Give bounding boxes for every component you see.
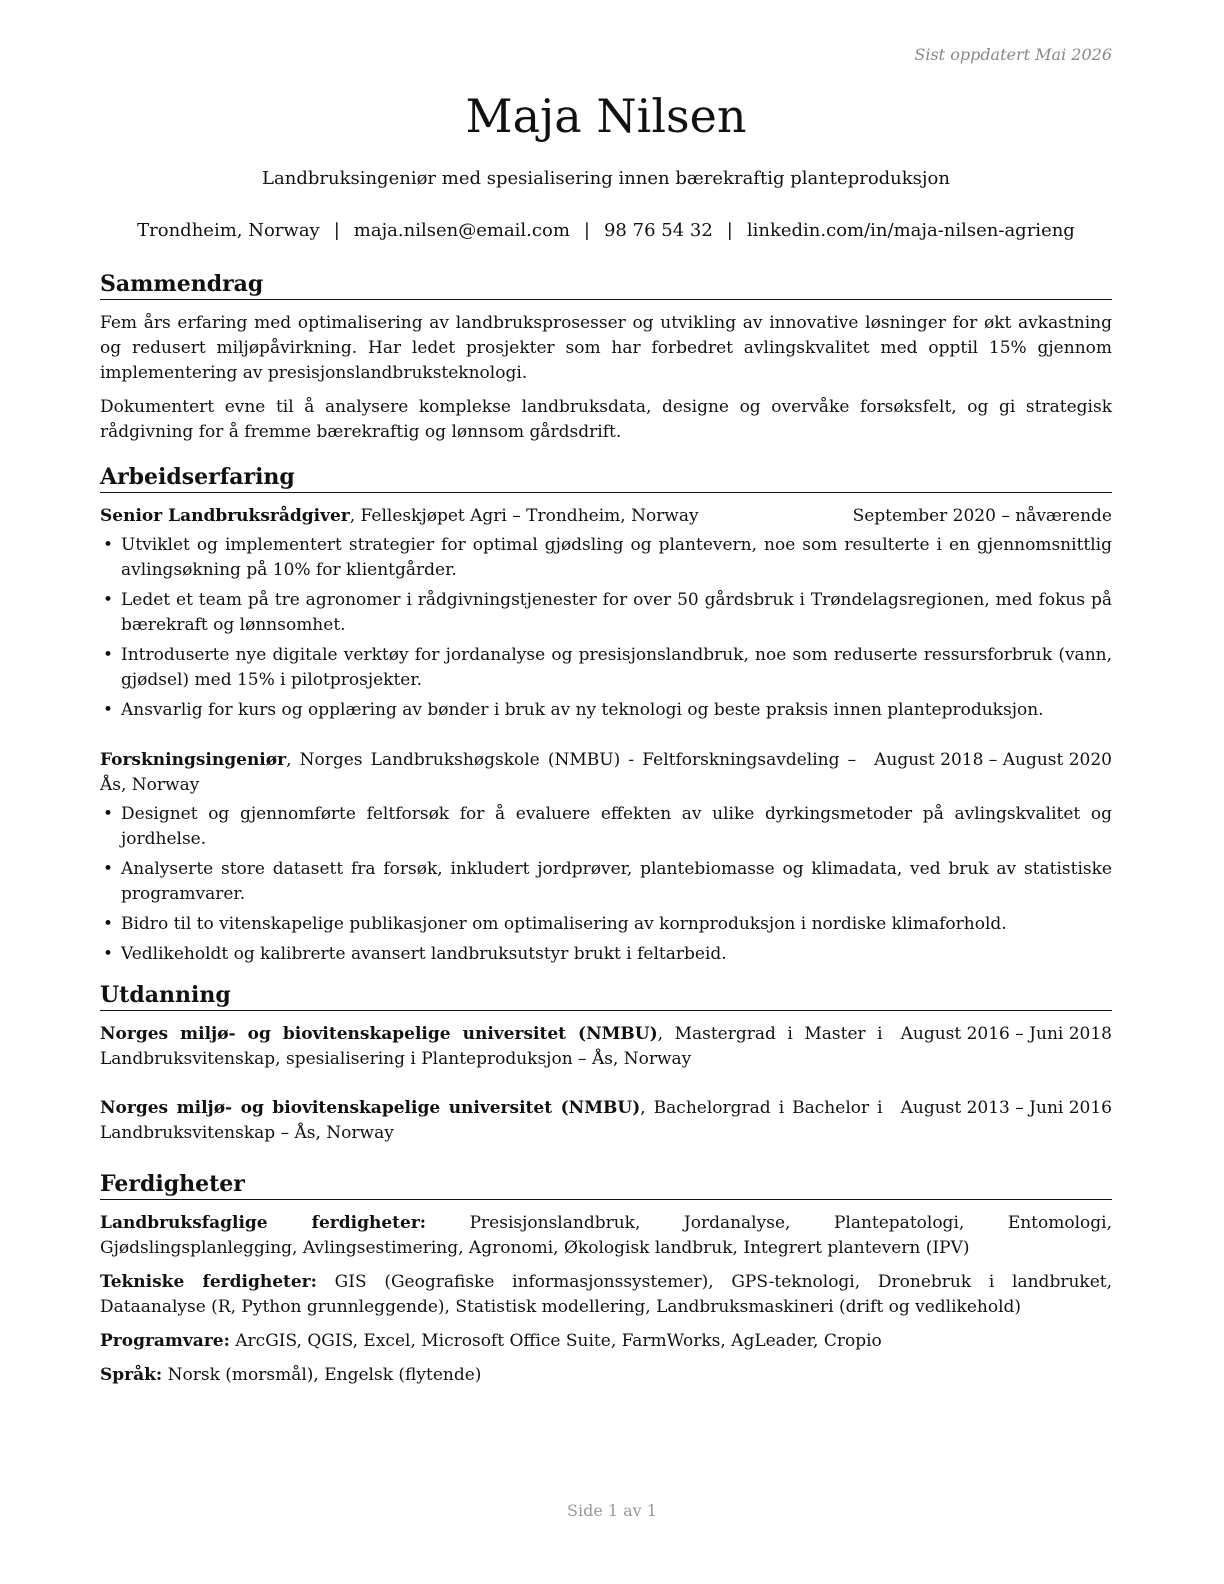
section-title-summary: Sammendrag xyxy=(100,270,1112,300)
skill-line xyxy=(100,1211,1112,1261)
job-org: , Felleskjøpet Agri – Trondheim, Norway xyxy=(349,506,699,526)
skill-line xyxy=(100,1270,1112,1320)
skill-label: Programvare: xyxy=(100,1331,230,1351)
education-detail: , Mastergrad i Master i Landbruksvitenskap, spesialisering i Planteproduksjon – Ås, Norway xyxy=(100,1024,883,1069)
job-header xyxy=(100,748,1112,798)
tagline: Landbruksingeniør med spesialisering innen bærekraftig planteproduksjon xyxy=(262,168,950,189)
job-role: Senior Landbruksrådgiver xyxy=(100,506,350,526)
job-bullets xyxy=(100,802,1112,967)
job-header xyxy=(100,504,1112,529)
job-dates: September 2020 – nåværende xyxy=(852,506,1112,526)
list-item: • Designet og gjennomførte feltforsøk for å evaluere effekten av ulike dyrkingsmetoder på avlingskvalitet og jordhelse. xyxy=(100,802,1112,852)
last-updated: Sist oppdatert Mai 2026 xyxy=(914,45,1112,64)
job-org: , Norges Landbrukshøgskole (NMBU) - Feltforskningsavdeling – Ås, Norway xyxy=(100,750,857,795)
job-entry xyxy=(100,504,1112,723)
education-entry xyxy=(100,1096,1112,1146)
summary-paragraph: Fem års erfaring med optimalisering av landbruksprosesser og utvikling av innovative løsninger for økt avkastning og redusert miljøpåvirkning. Har ledet prosjekter som har forbedret avlingskvalitet med opptil 15% gjennom implementering av presisjonslandbruksteknologi. xyxy=(100,313,1112,383)
list-item: • Ledet et team på tre agronomer i rådgivningstjenester for over 50 gårdsbruk i Trøndelagsregionen, med fokus på bærekraft og lønnsomhet. xyxy=(100,588,1112,638)
skill-line xyxy=(100,1329,1112,1354)
skill-label: Tekniske ferdigheter: xyxy=(100,1272,317,1292)
skill-label: Landbruksfaglige ferdigheter: xyxy=(100,1213,427,1233)
contact-separator: | xyxy=(583,220,590,241)
contact-line xyxy=(100,219,1112,243)
list-item: • Vedlikeholdt og kalibrerte avansert landbruksutstyr brukt i feltarbeid. xyxy=(100,942,1112,967)
summary-paragraph: Dokumentert evne til å analysere komplekse landbruksdata, designe og overvåke forsøksfelt, og gi strategisk rådgivning for å fremme bærekraftig og lønnsom gårdsdrift. xyxy=(100,397,1112,442)
page-number: Side 1 av 1 xyxy=(567,1501,657,1520)
job-bullets xyxy=(100,533,1112,723)
list-item: • Utviklet og implementert strategier for optimal gjødsling og plantevern, noe som resulterte i en gjennomsnittlig avlingsøkning på 10% for klientgårder. xyxy=(100,533,1112,583)
job-role: Forskningsingeniør xyxy=(100,750,287,770)
education-school: Norges miljø- og biovitenskapelige universitet (NMBU) xyxy=(100,1098,641,1118)
job-dates: August 2018 – August 2020 xyxy=(874,750,1112,770)
education-school: Norges miljø- og biovitenskapelige universitet (NMBU) xyxy=(100,1024,658,1044)
contact-separator: | xyxy=(333,220,340,241)
contact-location: Trondheim, Norway xyxy=(137,220,320,241)
skill-value: Norsk (morsmål), Engelsk (flytende) xyxy=(162,1365,482,1385)
contact-linkedin[interactable]: linkedin.com/in/maja-nilsen-agrieng xyxy=(746,220,1075,241)
list-item: • Ansvarlig for kurs og opplæring av bønder i bruk av ny teknologi og beste praksis innen planteproduksjon. xyxy=(100,698,1112,723)
skill-line xyxy=(100,1363,1112,1388)
list-item: • Analyserte store datasett fra forsøk, inkludert jordprøver, plantebiomasse og klimadata, ved bruk av statistiske programvarer. xyxy=(100,857,1112,907)
education-dates: August 2016 – Juni 2018 xyxy=(900,1024,1112,1044)
list-item: • Bidro til to vitenskapelige publikasjoner om optimalisering av kornproduksjon i nordiske klimaforhold. xyxy=(100,912,1112,937)
candidate-name: Maja Nilsen xyxy=(465,89,747,143)
contact-separator: | xyxy=(726,220,733,241)
resume-body xyxy=(100,270,1112,1397)
list-item: • Introduserte nye digitale verktøy for jordanalyse og presisjonslandbruk, noe som reduserte ressursforbruk (vann, gjødsel) med 15% i pilotprosjekter. xyxy=(100,643,1112,693)
education-entry xyxy=(100,1022,1112,1072)
section-title-skills: Ferdigheter xyxy=(100,1170,1112,1200)
skill-value: ArcGIS, QGIS, Excel, Microsoft Office Suite, FarmWorks, AgLeader, Cropio xyxy=(229,1331,882,1351)
section-title-education: Utdanning xyxy=(100,981,1112,1011)
section-title-experience: Arbeidserfaring xyxy=(100,463,1112,493)
skill-value: GIS (Geografiske informasjonssystemer), GPS-teknologi, Dronebruk i landbruket, Dataanalyse (R, Python grunnleggende), Statistisk modellering, Landbruksmaskineri (drift og vedlikehold) xyxy=(100,1272,1112,1317)
job-entry xyxy=(100,748,1112,967)
contact-email[interactable]: maja.nilsen@email.com xyxy=(353,220,570,241)
contact-phone: 98 76 54 32 xyxy=(603,220,713,241)
education-detail: , Bachelorgrad i Bachelor i Landbruksvitenskap – Ås, Norway xyxy=(100,1098,883,1143)
skill-label: Språk: xyxy=(100,1365,163,1385)
education-dates: August 2013 – Juni 2016 xyxy=(900,1098,1112,1118)
skill-value: Presisjonslandbruk, Jordanalyse, Plantepatologi, Entomologi, Gjødslingsplanlegging, Avlingsestimering, Agronomi, Økologisk landbruk, Integrert plantevern (IPV) xyxy=(100,1213,1112,1258)
